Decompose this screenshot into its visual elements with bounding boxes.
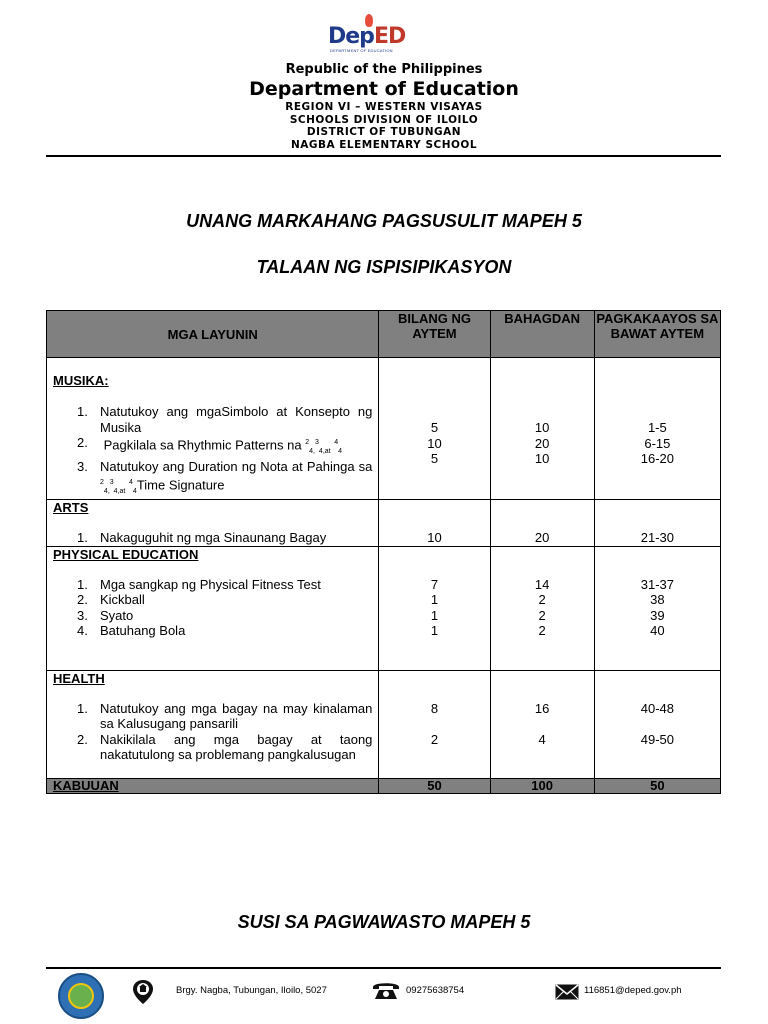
section-title-health: HEALTH [53, 670, 105, 686]
header-divider [46, 155, 721, 157]
total-row [47, 778, 721, 793]
health-percent: 16 4 [490, 670, 594, 778]
page-title: UNANG MARKAHANG PAGSUSULIT MAPEH 5 [186, 211, 582, 231]
region-line: REGION VI – WESTERN VISAYAS [285, 101, 483, 113]
table-header-row [47, 311, 721, 358]
section-title-arts: ARTS [53, 500, 89, 516]
division-line: SCHOOLS DIVISION OF ILOILO [289, 114, 479, 126]
list-item: 3. Syato [77, 607, 134, 623]
footer-address: Brgy. Nagba, Tubungan, Iloilo, 5027 [176, 985, 327, 996]
total-placement: 50 [594, 778, 720, 793]
table-row [47, 546, 721, 670]
footer-email: 116851@deped.gov.ph [584, 985, 682, 996]
footer-phone: 09275638754 [406, 985, 465, 996]
section-title-musika: MUSIKA: [53, 373, 109, 388]
list-item: 2. Nakikilala ang mga bagay at taong nakatutulong sa problemang pangkalusugan [77, 731, 373, 763]
list-item: 1. Nakaguguhit ng mga Sinaunang Bagay [77, 530, 327, 546]
musika-cell [47, 358, 379, 500]
total-label: KABUUAN [47, 778, 379, 793]
table-row [47, 500, 721, 547]
header-items: BILANG NG AYTEM [379, 311, 490, 358]
musika-items: 5 10 5 [379, 358, 490, 500]
arts-placement: 21-30 [594, 500, 720, 547]
header-percent: BAHAGDAN [490, 311, 594, 358]
pe-cell [47, 546, 379, 670]
page-subtitle: TALAAN NG ISPISIPIKASYON [256, 257, 512, 277]
list-item: 3. Natutukoy ang Duration ng Nota at Pahinga sa $^2_{4,}^3_{4,at}$ $^4_4$Time Signature [77, 459, 373, 495]
header-placement: PAGKAKAAYOS SA BAWAT AYTEM [594, 311, 720, 358]
section-title-pe: PHYSICAL EDUCATION [53, 546, 199, 562]
list-item: 2. Kickball [77, 592, 145, 608]
logo-subtext: DEPARTMENT OF EDUCATION [330, 48, 393, 53]
health-placement: 40-48 49-50 [594, 670, 720, 778]
answer-key-title: SUSI SA PAGWAWASTO MAPEH 5 [237, 912, 531, 932]
pe-items: 7 1 1 1 [379, 546, 490, 670]
table-row [47, 358, 721, 500]
list-item: 1. Mga sangkap ng Physical Fitness Test [77, 576, 321, 592]
list-item: 2. Pagkilala sa Rhythmic Patterns na $^2_{4,}^3_{4,at}$ $^4_4$ [77, 435, 343, 455]
arts-cell [47, 500, 379, 547]
envelope-icon [555, 984, 579, 1000]
school-seal-icon [58, 973, 104, 1019]
total-items: 50 [379, 778, 490, 793]
specification-table [46, 310, 721, 794]
pe-percent: 14 2 2 2 [490, 546, 594, 670]
musika-percent: 10 20 10 [490, 358, 594, 500]
pe-placement: 31-37 38 39 40 [594, 546, 720, 670]
list-item: 4. Batuhang Bola [77, 623, 186, 639]
logo-text-ed: ED [373, 24, 406, 49]
header-objectives: MGA LAYUNIN [47, 311, 379, 358]
department-line: Department of Education [249, 78, 519, 100]
school-line: NAGBA ELEMENTARY SCHOOL [290, 139, 478, 151]
telephone-icon [371, 980, 401, 1000]
list-item: 1. Natutukoy ang mga bagay na may kinalaman sa Kalusugang pansarili [77, 700, 373, 732]
table-row [47, 670, 721, 778]
district-line: DISTRICT OF TUBUNGAN [306, 126, 462, 138]
musika-placement: 1-5 6-15 16-20 [594, 358, 720, 500]
deped-logo [328, 14, 412, 54]
republic-line: Republic of the Philippines [285, 62, 483, 77]
health-items: 8 2 [379, 670, 490, 778]
arts-items: 10 [379, 500, 490, 547]
footer-divider [46, 967, 721, 969]
health-cell [47, 670, 379, 778]
list-item: 1. Natutukoy ang mgaSimbolo at Konsepto ng Musika [77, 404, 373, 435]
location-pin-icon [131, 979, 155, 1005]
total-percent: 100 [490, 778, 594, 793]
logo-text-dep: Dep [328, 24, 374, 49]
arts-percent: 20 [490, 500, 594, 547]
